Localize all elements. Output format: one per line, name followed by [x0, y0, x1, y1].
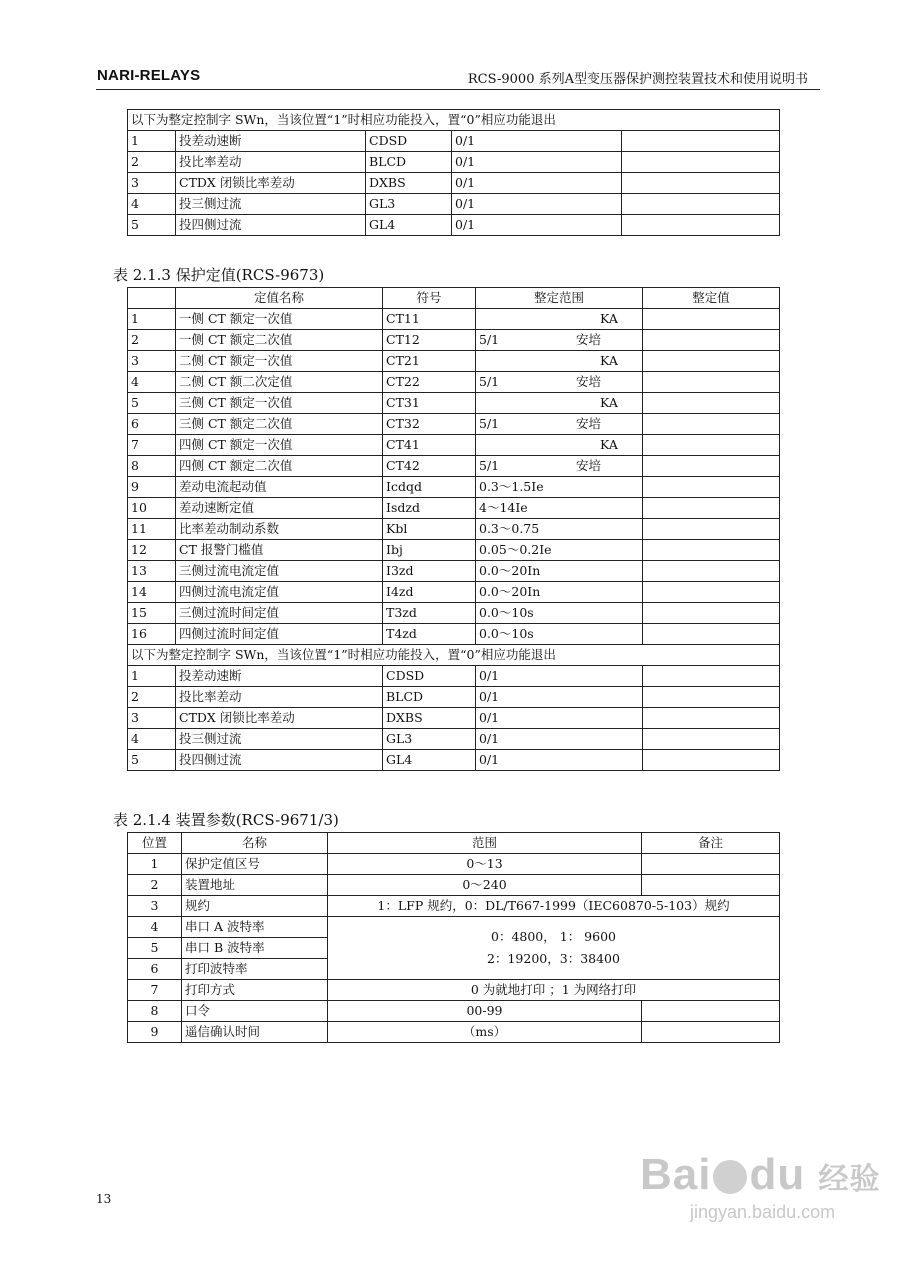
watermark-logo-text: Bai	[640, 1150, 712, 1199]
paw-icon	[713, 1160, 747, 1194]
table-caption: 表 2.1.4 装置参数(RCS-9671/3)	[113, 811, 339, 829]
cell-no: 12	[128, 540, 176, 561]
cell-no: 1	[128, 131, 176, 152]
baud-line: 0：4800， 1： 9600	[491, 929, 616, 944]
table-row	[128, 896, 780, 917]
header-blank	[128, 288, 176, 309]
cell-no: 3	[128, 351, 176, 372]
table-row	[128, 351, 780, 372]
cell-value	[643, 414, 780, 435]
cell-range: 0.05～0.2Ie	[476, 540, 643, 561]
cell-no: 2	[128, 687, 176, 708]
cell-symbol: CT32	[383, 414, 476, 435]
cell-range	[476, 351, 643, 372]
table-row	[128, 194, 780, 215]
control-note: 以下为整定控制字 SWn，当该位置“1”时相应功能投入，置“0”相应功能退出	[128, 110, 780, 131]
column-header: 位置	[128, 833, 182, 854]
cell-range: 0/1	[476, 687, 643, 708]
cell-symbol: CT11	[383, 309, 476, 330]
cell-no: 5	[128, 393, 176, 414]
cell-no: 15	[128, 603, 176, 624]
cell-name: 保护定值区号	[182, 854, 328, 875]
unit-text: 安培	[576, 332, 602, 347]
table-row	[128, 372, 780, 393]
cell-range: 0/1	[452, 173, 622, 194]
cell-value	[643, 351, 780, 372]
cell-note	[642, 1001, 780, 1022]
control-note: 以下为整定控制字 SWn，当该位置“1”时相应功能投入，置“0”相应功能退出	[128, 645, 780, 666]
cell-no: 1	[128, 854, 182, 875]
cell-symbol: Ibj	[383, 540, 476, 561]
table-row	[128, 330, 780, 351]
cell-name: 三侧过流电流定值	[176, 561, 383, 582]
cell-range: 0.0～10s	[476, 603, 643, 624]
cell-symbol: BLCD	[383, 687, 476, 708]
range-text: 5/1	[479, 332, 500, 347]
cell-name: 三侧 CT 额定二次值	[176, 414, 383, 435]
cell-no: 8	[128, 1001, 182, 1022]
cell-name: 差动速断定值	[176, 498, 383, 519]
baud-range-cell	[328, 917, 780, 980]
table-row	[128, 645, 780, 666]
table-row	[128, 498, 780, 519]
cell-symbol: Icdqd	[383, 477, 476, 498]
table-row	[128, 309, 780, 330]
column-header: 符号	[383, 288, 476, 309]
cell-range	[476, 309, 643, 330]
watermark-logo	[640, 1150, 880, 1199]
watermark-url: jingyan.baidu.com	[690, 1202, 836, 1222]
cell-range: 0～240	[328, 875, 642, 896]
cell-name: 投差动速断	[176, 131, 366, 152]
cell-symbol: T3zd	[383, 603, 476, 624]
cell-symbol: I4zd	[383, 582, 476, 603]
cell-range: 0/1	[476, 729, 643, 750]
cell-note	[642, 854, 780, 875]
cell-symbol: Kbl	[383, 519, 476, 540]
table-header-row	[128, 288, 780, 309]
cell-value	[643, 435, 780, 456]
cell-no: 9	[128, 477, 176, 498]
cell-no: 5	[128, 938, 182, 959]
cell-name: 三侧 CT 额定一次值	[176, 393, 383, 414]
cell-no: 2	[128, 875, 182, 896]
table-row	[128, 666, 780, 687]
baidu-jingyan-watermark	[640, 1150, 881, 1222]
cell-name: 一侧 CT 额定一次值	[176, 309, 383, 330]
table-row	[128, 750, 780, 771]
unit-text: 安培	[576, 458, 602, 473]
cell-no: 2	[128, 330, 176, 351]
cell-name: 口令	[182, 1001, 328, 1022]
cell-symbol: DXBS	[366, 173, 452, 194]
cell-range	[476, 372, 643, 393]
cell-value	[622, 194, 780, 215]
cell-no: 3	[128, 173, 176, 194]
cell-symbol: CT12	[383, 330, 476, 351]
cell-symbol: I3zd	[383, 561, 476, 582]
table-row	[128, 624, 780, 645]
cell-range: 0.0～20In	[476, 561, 643, 582]
unit-text: 安培	[576, 416, 602, 431]
cell-value	[622, 152, 780, 173]
cell-no: 4	[128, 917, 182, 938]
cell-value	[643, 624, 780, 645]
cell-no: 3	[128, 708, 176, 729]
cell-symbol: CT22	[383, 372, 476, 393]
cell-range: 0/1	[476, 750, 643, 771]
cell-range: 00-99	[328, 1001, 642, 1022]
cell-name: 四侧过流电流定值	[176, 582, 383, 603]
column-header: 备注	[642, 833, 780, 854]
cell-value	[643, 393, 780, 414]
cell-name: 二侧 CT 额定一次值	[176, 351, 383, 372]
cell-name: 投三侧过流	[176, 729, 383, 750]
cell-value	[643, 729, 780, 750]
cell-no: 2	[128, 152, 176, 173]
cell-symbol: GL3	[383, 729, 476, 750]
cell-symbol: GL4	[366, 215, 452, 236]
cell-no: 16	[128, 624, 176, 645]
cell-symbol: CT41	[383, 435, 476, 456]
table-row	[128, 875, 780, 896]
cell-no: 1	[128, 666, 176, 687]
column-header: 定值名称	[176, 288, 383, 309]
cell-no: 9	[128, 1022, 182, 1043]
cell-value	[643, 666, 780, 687]
table-row	[128, 152, 780, 173]
cell-range	[476, 456, 643, 477]
cell-name: 打印方式	[182, 980, 328, 1001]
table-row	[128, 110, 780, 131]
cell-range	[476, 330, 643, 351]
cell-range: 4～14Ie	[476, 498, 643, 519]
cell-value	[643, 750, 780, 771]
cell-no: 4	[128, 372, 176, 393]
cell-range: 0/1	[452, 215, 622, 236]
cell-range: 1：LFP 规约，0：DL/T667-1999（IEC60870-5-103）规约	[328, 896, 780, 917]
cell-name: 四侧过流时间定值	[176, 624, 383, 645]
unit-text: KA	[600, 437, 618, 452]
baud-line: 2：19200，3：38400	[487, 951, 620, 966]
table-row	[128, 980, 780, 1001]
cell-value	[643, 519, 780, 540]
cell-range: 0～13	[328, 854, 642, 875]
watermark-logo-text: du	[749, 1150, 806, 1199]
table-row	[128, 729, 780, 750]
cell-value	[643, 708, 780, 729]
cell-range: 0/1	[452, 194, 622, 215]
cell-name: 串口 B 波特率	[182, 938, 328, 959]
cell-symbol: Isdzd	[383, 498, 476, 519]
table-row	[128, 561, 780, 582]
cell-name: 装置地址	[182, 875, 328, 896]
cell-no: 1	[128, 309, 176, 330]
cell-no: 6	[128, 959, 182, 980]
cell-no: 11	[128, 519, 176, 540]
cell-value	[622, 215, 780, 236]
cell-note	[642, 875, 780, 896]
cell-symbol: GL3	[366, 194, 452, 215]
cell-range: （ms）	[328, 1022, 642, 1043]
cell-range: 0.0～10s	[476, 624, 643, 645]
unit-text: 安培	[576, 374, 602, 389]
cell-range: 0/1	[452, 152, 622, 173]
cell-no: 13	[128, 561, 176, 582]
device-parameters-table	[127, 832, 780, 1043]
cell-name: 三侧过流时间定值	[176, 603, 383, 624]
brand-logo: NARI-RELAYS	[97, 67, 201, 84]
table-row	[128, 854, 780, 875]
table-row	[128, 456, 780, 477]
cell-range: 0 为就地打印 ；1 为网络打印	[328, 980, 780, 1001]
cell-name: 四侧 CT 额定一次值	[176, 435, 383, 456]
cell-name: CTDX 闭锁比率差动	[176, 708, 383, 729]
cell-name: 投差动速断	[176, 666, 383, 687]
range-text: 5/1	[479, 374, 500, 389]
document-title: RCS-9000 系列A型变压器保护测控装置技术和使用说明书	[467, 72, 808, 87]
cell-range	[476, 414, 643, 435]
cell-no: 5	[128, 750, 176, 771]
table-row	[128, 414, 780, 435]
cell-value	[622, 131, 780, 152]
cell-no: 14	[128, 582, 176, 603]
table-row	[128, 477, 780, 498]
cell-symbol: CT21	[383, 351, 476, 372]
cell-name: 比率差动制动系数	[176, 519, 383, 540]
cell-no: 7	[128, 435, 176, 456]
cell-value	[643, 309, 780, 330]
table-row	[128, 582, 780, 603]
cell-range: 0.0～20In	[476, 582, 643, 603]
cell-value	[643, 561, 780, 582]
cell-range: 0/1	[452, 131, 622, 152]
header-rule	[96, 89, 820, 90]
cell-range: 0.3～1.5Ie	[476, 477, 643, 498]
table-header-row	[128, 833, 780, 854]
cell-name: 四侧 CT 额定二次值	[176, 456, 383, 477]
table-row	[128, 917, 780, 938]
cell-value	[643, 477, 780, 498]
cell-range: 0/1	[476, 666, 643, 687]
unit-text: KA	[600, 311, 618, 326]
page-number: 13	[96, 1192, 112, 1206]
cell-symbol: T4zd	[383, 624, 476, 645]
table-row	[128, 131, 780, 152]
table-row	[128, 1001, 780, 1022]
table-row	[128, 1022, 780, 1043]
cell-name: 投比率差动	[176, 687, 383, 708]
cell-value	[643, 603, 780, 624]
table-row	[128, 215, 780, 236]
table-row	[128, 687, 780, 708]
column-header: 范围	[328, 833, 642, 854]
cell-name: 串口 A 波特率	[182, 917, 328, 938]
column-header: 名称	[182, 833, 328, 854]
cell-name: 投比率差动	[176, 152, 366, 173]
table-row	[128, 540, 780, 561]
cell-value	[622, 173, 780, 194]
cell-name: 投三侧过流	[176, 194, 366, 215]
unit-text: KA	[600, 395, 618, 410]
cell-no: 8	[128, 456, 176, 477]
cell-symbol: GL4	[383, 750, 476, 771]
cell-symbol: CDSD	[383, 666, 476, 687]
cell-no: 4	[128, 194, 176, 215]
cell-name: 投四侧过流	[176, 750, 383, 771]
cell-value	[643, 582, 780, 603]
cell-name: 一侧 CT 额定二次值	[176, 330, 383, 351]
range-text: 5/1	[479, 458, 500, 473]
cell-no: 7	[128, 980, 182, 1001]
table-caption: 表 2.1.3 保护定值(RCS-9673)	[113, 266, 325, 284]
cell-name: 投四侧过流	[176, 215, 366, 236]
table-row	[128, 708, 780, 729]
cell-name: 差动电流起动值	[176, 477, 383, 498]
cell-range	[476, 393, 643, 414]
cell-value	[643, 540, 780, 561]
watermark-logo-cn: 经验	[818, 1163, 881, 1196]
cell-symbol: DXBS	[383, 708, 476, 729]
cell-no: 3	[128, 896, 182, 917]
table-row	[128, 393, 780, 414]
cell-range: 0/1	[476, 708, 643, 729]
cell-value	[643, 687, 780, 708]
column-header: 整定值	[643, 288, 780, 309]
top-control-table	[127, 109, 780, 236]
table-row	[128, 173, 780, 194]
table-row	[128, 519, 780, 540]
cell-range: 0.3～0.75	[476, 519, 643, 540]
table-row	[128, 435, 780, 456]
cell-name: 遥信确认时间	[182, 1022, 328, 1043]
cell-note	[642, 1022, 780, 1043]
unit-text: KA	[600, 353, 618, 368]
range-text: 5/1	[479, 416, 500, 431]
cell-name: CT 报警门槛值	[176, 540, 383, 561]
cell-symbol: CT31	[383, 393, 476, 414]
cell-symbol: CDSD	[366, 131, 452, 152]
cell-name: CTDX 闭锁比率差动	[176, 173, 366, 194]
cell-no: 4	[128, 729, 176, 750]
cell-value	[643, 498, 780, 519]
cell-name: 规约	[182, 896, 328, 917]
cell-symbol: BLCD	[366, 152, 452, 173]
cell-no: 10	[128, 498, 176, 519]
cell-symbol: CT42	[383, 456, 476, 477]
protection-settings-table	[127, 287, 780, 771]
cell-no: 5	[128, 215, 176, 236]
cell-value	[643, 372, 780, 393]
cell-value	[643, 330, 780, 351]
cell-name: 二侧 CT 额二次定值	[176, 372, 383, 393]
column-header: 整定范围	[476, 288, 643, 309]
cell-range	[476, 435, 643, 456]
table-row	[128, 603, 780, 624]
cell-value	[643, 456, 780, 477]
cell-no: 6	[128, 414, 176, 435]
cell-name: 打印波特率	[182, 959, 328, 980]
